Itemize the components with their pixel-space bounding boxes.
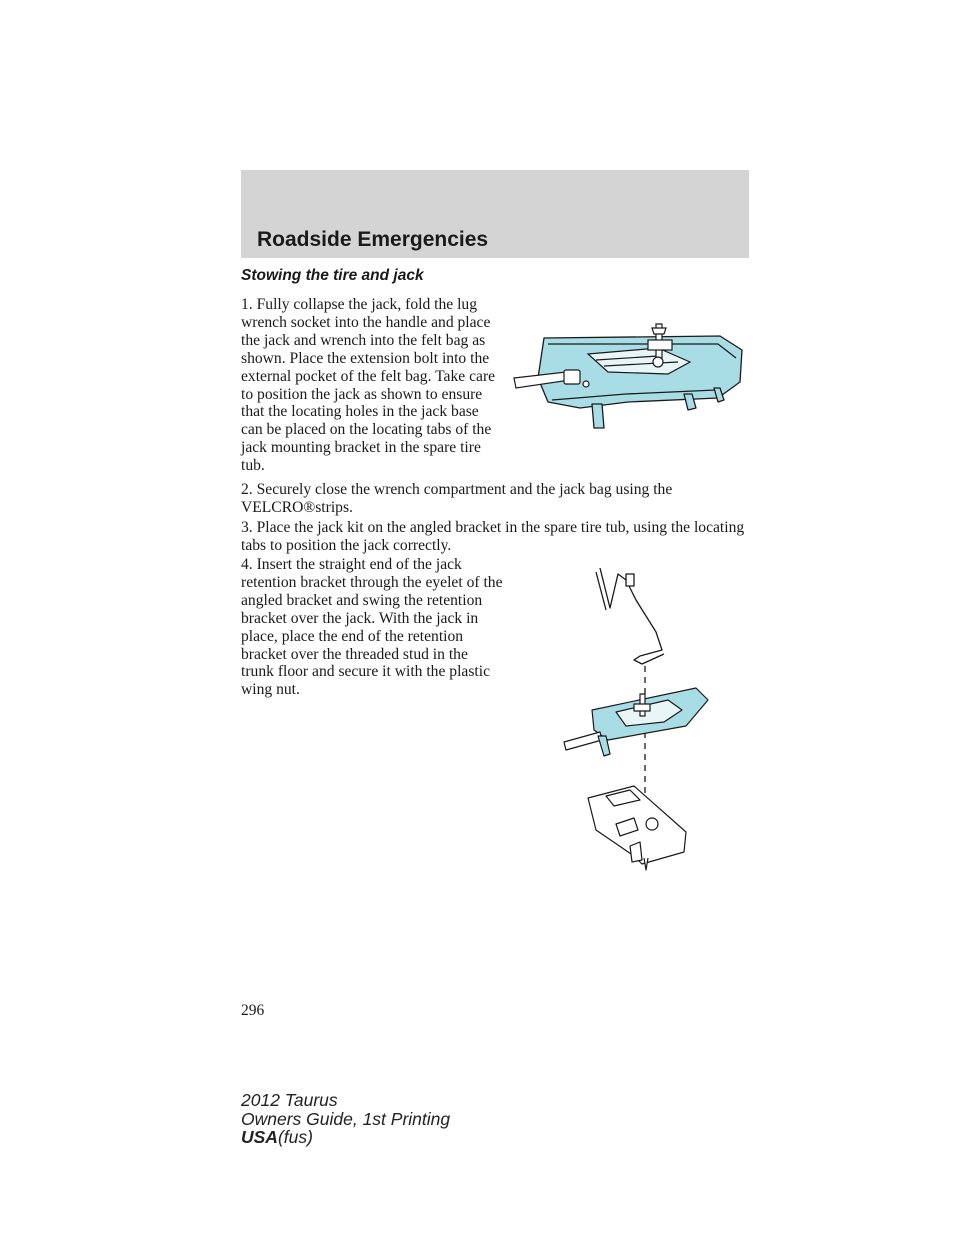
section-header-band <box>241 170 749 258</box>
footer-line-edition: Owners Guide, 1st Printing <box>241 1108 451 1129</box>
footer-market: USA <box>241 1127 278 1147</box>
footer-market-code: (fus) <box>277 1127 313 1147</box>
page-number: 296 <box>241 1002 265 1019</box>
step-4-text: 4. Insert the straight end of the jack retention bracket through the eyelet of the angled bracket and swing the retention bracket over the jack. With the jack in place, place the end of the retention bracket over the threaded stud in the trunk floor and secure it with the plastic wing nut. <box>241 556 503 699</box>
document-footer <box>241 1091 450 1147</box>
jack-in-felt-bag-illustration <box>508 318 748 430</box>
step-2-text: 2. Securely close the wrench compartment and the jack bag using the VELCRO®strips. <box>241 481 673 516</box>
jack-retention-bracket-illustration <box>556 560 712 874</box>
section-title: Roadside Emergencies <box>257 228 489 251</box>
footer-line-market <box>241 1128 450 1147</box>
footer-line-model: 2012 Taurus <box>241 1090 338 1110</box>
step-1-text: 1. Fully collapse the jack, fold the lug wrench socket into the handle and place the jack and wrench into the felt bag as shown. Place the extension bolt into the external pocket of the felt bag. Take care to position the jack as shown to ensure that the locating holes in the jack base can be placed on the locating tabs of the jack mounting bracket in the spare tire tub. <box>241 296 496 475</box>
subheading: Stowing the tire and jack <box>241 267 424 284</box>
step-3-text: 3. Place the jack kit on the angled bracket in the spare tire tub, using the locating tabs to position the jack correctly. <box>241 519 745 554</box>
